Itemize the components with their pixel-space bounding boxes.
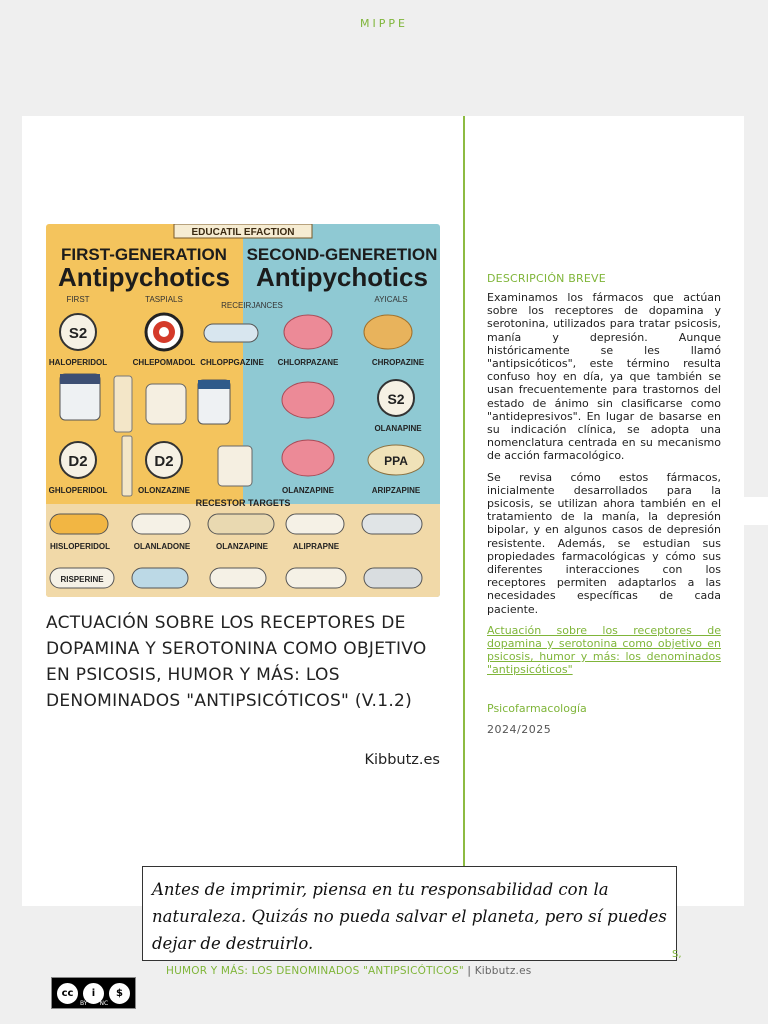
- description-paragraph-1: Examinamos los fármacos que actúan sobre los receptores de dopamina y serotonina, utilizados para tratar psicosis, manía y depresión. Aunque históricamente se les llamó "antipsicóticos", este término resulta confuso hoy en día, ya que también se usan frecuentemente para trastornos del estado de ánimo sin clasificarse como "antidepresivos". En lugar de basarse en su indicación clínica, se adopta una nomenclatura centrada en su mecanismo de acción farmacológico.: [487, 291, 721, 463]
- header-label: MIPPE: [360, 17, 408, 30]
- description-column: [487, 272, 721, 677]
- document-author: Kibbutz.es: [364, 752, 440, 768]
- description-paragraph-2: Se revisa cómo estos fármacos, inicialmente desarrollados para la psicosis, se utilizan ahora también en el tratamiento de la manía, la depresión bipolar, y en algunos casos de depresión resistente. Además, se estudian sus propiedades farmacológicas y cómo sus diferentes interacciones con los receptores permiten adaptarlos a las necesidades específicas de cada paciente.: [487, 470, 721, 616]
- cover-row-label: RECEIRJANCES: [221, 301, 283, 310]
- cover-drug-label: CHLORPAZANE: [277, 358, 339, 367]
- document-link[interactable]: Actuación sobre los receptores de dopamina y serotonina como objetivo en psicosis, humor y más: los denominados "antipsicóticos": [487, 623, 721, 677]
- cover-drug-label: OLANZAPINE: [282, 486, 334, 495]
- description-heading: DESCRIPCIÓN BREVE: [487, 272, 606, 285]
- cover-right-heading-1: SECOND-GENERETION: [246, 245, 438, 264]
- print-notice: Antes de imprimir, piensa en tu responsabilidad con la naturaleza. Quizás no pueda salvar el planeta, pero sí puedes dejar de destruirlo.: [142, 866, 677, 961]
- cover-drug-label: GHLOPERIDOL: [48, 486, 108, 495]
- footer-title-text: HUMOR Y MÁS: LOS DENOMINADOS "ANTIPSICÓTICOS": [166, 965, 464, 977]
- by-icon: i: [82, 982, 105, 1005]
- cover-banner: EDUCATIL EFACTION: [191, 227, 295, 238]
- side-tab: [744, 497, 768, 525]
- footer-site: Kibbutz.es: [474, 965, 532, 977]
- cover-pill-label: OLANLADONE: [133, 542, 191, 551]
- year-label: 2024/2025: [487, 723, 552, 736]
- cover-pill-label: HISLOPERIDOL: [49, 542, 111, 551]
- footer-title: [166, 965, 531, 977]
- category-label: Psicofarmacología: [487, 702, 587, 715]
- cover-drug-label: CHLOPPGAZINE: [200, 358, 264, 367]
- cover-image: [46, 224, 440, 597]
- cover-badge: S2: [68, 325, 88, 342]
- nc-icon: $: [108, 982, 131, 1005]
- column-divider: [463, 116, 465, 866]
- document-title: ACTUACIÓN SOBRE LOS RECEPTORES DE DOPAMINA Y SEROTONINA COMO OBJETIVO EN PSICOSIS, HUMOR Y MÁS: LOS DENOMINADOS "ANTIPSICÓTICOS" (V.1.2): [46, 613, 427, 711]
- cover-drug-label: HALOPERIDOL: [48, 358, 108, 367]
- cover-right-heading-2: Antipychotics: [256, 262, 428, 292]
- cover-drug-label: ARIPZAPINE: [371, 486, 421, 495]
- nc-label: NC: [99, 1000, 109, 1007]
- footer-title-fragment: S,: [672, 949, 682, 960]
- by-label: BY: [80, 1000, 88, 1007]
- cover-badge: PPA: [384, 454, 408, 468]
- cc-license-badge[interactable]: [51, 977, 136, 1009]
- cover-left-heading-2: Antipychotics: [58, 262, 230, 292]
- cover-pill-label: OLANZAPINE: [216, 542, 268, 551]
- cover-drug-label: OLONZAZINE: [138, 486, 190, 495]
- cover-row-label: AYICALS: [374, 295, 408, 304]
- cover-row-label: FIRST: [66, 295, 90, 304]
- cover-badge: D2: [154, 453, 174, 470]
- cover-row-label: TASPIALS: [145, 295, 183, 304]
- cover-receptor-targets: RECESTOR TARGETS: [195, 498, 291, 508]
- cc-icon: cc: [56, 982, 79, 1005]
- footer-separator: |: [467, 965, 472, 977]
- cover-badge: D2: [68, 453, 88, 470]
- cover-drug-label: CHLEPOMADOL: [132, 358, 196, 367]
- cover-left-heading-1: FIRST-GENERATION: [61, 245, 227, 264]
- cover-drug-label: CHROPAZINE: [371, 358, 425, 367]
- cover-badge: S2: [387, 391, 405, 407]
- cover-drug-label: OLANAPINE: [374, 424, 422, 433]
- cover-pill-label: RISPERINE: [60, 575, 104, 584]
- cover-pill-label: ALIPRAPNE: [292, 542, 340, 551]
